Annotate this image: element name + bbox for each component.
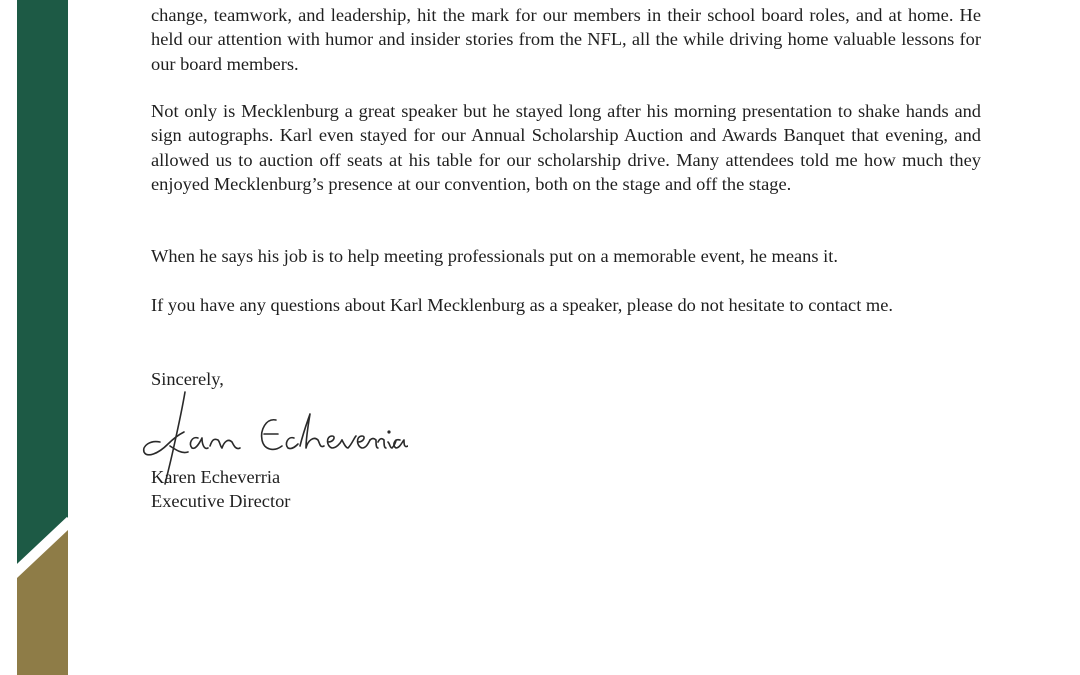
closing-salutation: Sincerely, — [151, 369, 224, 389]
green-band — [17, 0, 68, 566]
handwritten-signature — [138, 380, 408, 490]
paragraph-1: change, teamwork, and leadership, hit the mark for our members in their school board roles, and at home. He held our attention with humor and insider stories from the NFL, all the while driving home valuable lessons for our board members. — [151, 5, 981, 74]
paragraph-2: Not only is Mecklenburg a great speaker but he stayed long after his morning presentation to shake hands and sign autographs. Karl even stayed for our Annual Scholarship Auction and Awards Banquet that evening, and allowed us to auction off seats at his table for our scholarship drive. Many attendees told me how much they enjoyed Mecklenburg’s presence at our convention, both on the stage and off the stage. — [151, 101, 981, 194]
paragraph-3: When he says his job is to help meeting professionals put on a memorable event, he means it. — [151, 246, 838, 266]
signer-name: Karen Echeverria — [151, 467, 281, 487]
letterhead-side-band — [0, 0, 80, 675]
paragraph-4: If you have any questions about Karl Mecklenburg as a speaker, please do not hesitate to contact me. — [151, 295, 893, 315]
signer-title: Executive Director — [151, 491, 291, 511]
